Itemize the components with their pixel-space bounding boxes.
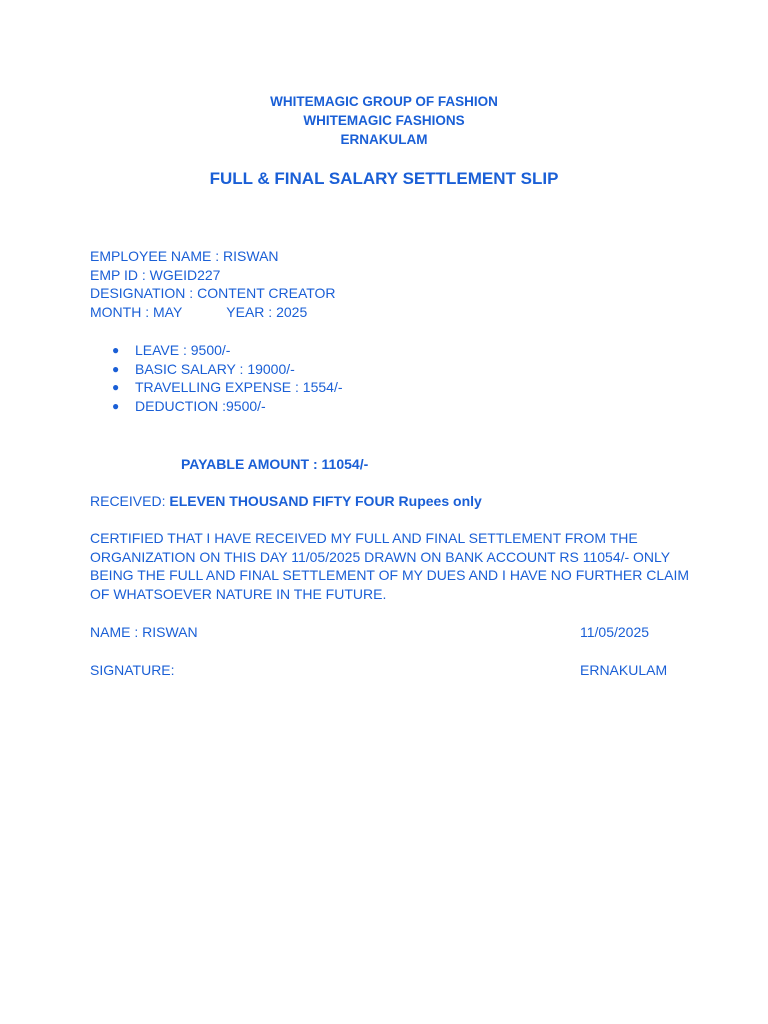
- payable-amount: PAYABLE AMOUNT : 11054/-: [181, 456, 369, 472]
- received-line: [90, 492, 482, 510]
- amount-in-words: ELEVEN THOUSAND FIFTY FOUR Rupees only: [169, 493, 482, 509]
- list-item: [90, 397, 343, 416]
- list-item: [90, 378, 343, 397]
- bullet-icon: ●: [112, 343, 120, 357]
- salary-components-list: [90, 341, 343, 416]
- employee-id: EMP ID : WGEID227: [90, 266, 221, 283]
- bullet-icon: ●: [112, 380, 120, 395]
- document-title: FULL & FINAL SALARY SETTLEMENT SLIP: [209, 169, 559, 188]
- month-year-row: [90, 303, 336, 322]
- list-item-text: DEDUCTION :9500/-: [135, 398, 266, 415]
- employee-designation: DESIGNATION : CONTENT CREATOR: [90, 285, 336, 302]
- list-item: [90, 341, 343, 360]
- company-location: ERNAKULAM: [340, 132, 428, 147]
- footer-date: 11/05/2025: [580, 624, 650, 640]
- list-item-text: TRAVELLING EXPENSE : 1554/-: [135, 379, 343, 396]
- bullet-icon: ●: [112, 399, 120, 414]
- signature-label: SIGNATURE:: [90, 662, 175, 678]
- employee-name: EMPLOYEE NAME : RISWAN: [90, 248, 279, 264]
- list-item-text: LEAVE : 9500/-: [135, 342, 231, 358]
- group-name: WHITEMAGIC GROUP OF FASHION: [270, 94, 498, 109]
- list-item-text: BASIC SALARY : 19000/-: [135, 360, 295, 377]
- month-field: MONTH : MAY: [90, 304, 183, 321]
- year-field: YEAR : 2025: [226, 304, 308, 321]
- employee-details: [90, 247, 336, 322]
- certification-paragraph: CERTIFIED THAT I HAVE RECEIVED MY FULL AND FINAL SETTLEMENT FROM THE ORGANIZATION ON THIS DAY 11/05/2025 DRAWN ON BANK ACCOUNT RS 11054/- ONLY BEING THE FULL AND FINAL SETTLEMENT OF MY DUES AND I HAVE NO FURTHER CLAIM OF WHATSOEVER NATURE IN THE FUTURE.: [90, 530, 689, 603]
- footer-name: NAME : RISWAN: [90, 624, 198, 640]
- list-item: [90, 360, 343, 379]
- letterhead: [0, 92, 768, 149]
- company-name: WHITEMAGIC FASHIONS: [303, 113, 465, 128]
- bullet-icon: ●: [112, 361, 120, 376]
- received-label: RECEIVED:: [90, 493, 170, 509]
- footer-place: ERNAKULAM: [580, 662, 668, 678]
